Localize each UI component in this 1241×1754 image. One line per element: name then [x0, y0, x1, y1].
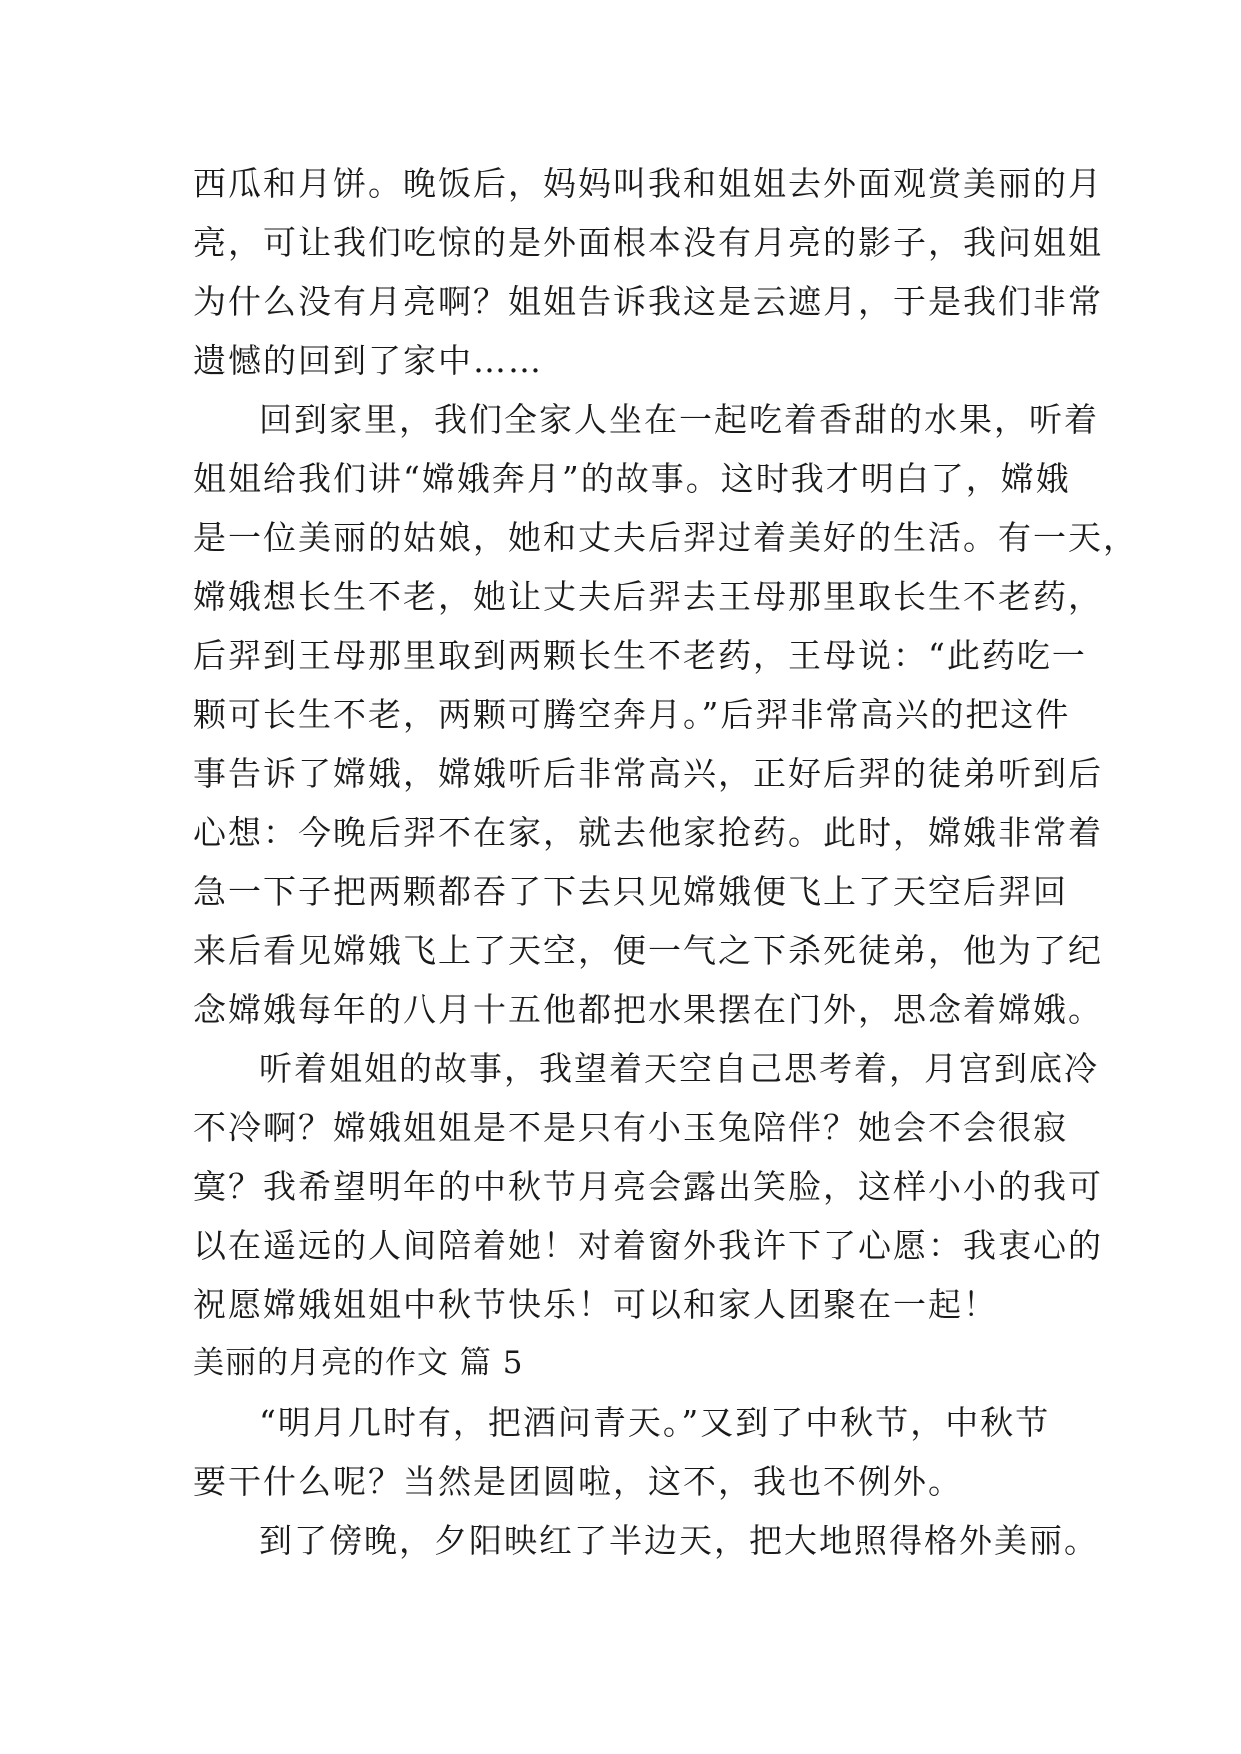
text-line: 不冷啊？嫦娥姐姐是不是只有小玉兔陪伴？她会不会很寂	[193, 1108, 1068, 1147]
text-line: 到了傍晚，夕阳映红了半边天，把大地照得格外美丽。	[259, 1521, 1099, 1560]
text-line: 急一下子把两颗都吞了下去只见嫦娥便飞上了天空后羿回	[193, 872, 1068, 911]
text-line: 后羿到王母那里取到两颗长生不老药，王母说：“此药吃一	[193, 636, 1087, 675]
text-line: 要干什么呢？当然是团圆啦，这不，我也不例外。	[193, 1462, 963, 1501]
text-line: 听着姐姐的故事，我望着天空自己思考着，月宫到底冷	[259, 1049, 1099, 1088]
text-line: 遗憾的回到了家中……	[193, 341, 543, 380]
section-heading: 美丽的月亮的作文 篇 5	[193, 1345, 524, 1381]
text-line: 嫦娥想长生不老，她让丈夫后羿去王母那里取长生不老药，	[193, 577, 1103, 616]
text-line: 来后看见嫦娥飞上了天空，便一气之下杀死徒弟，他为了纪	[193, 931, 1103, 970]
text-line: “明月几时有，把酒问青天。”又到了中秋节，中秋节	[259, 1403, 1051, 1442]
text-line: 祝愿嫦娥姐姐中秋节快乐！可以和家人团聚在一起！	[193, 1285, 998, 1324]
text-line: 事告诉了嫦娥，嫦娥听后非常高兴，正好后羿的徒弟听到后	[193, 754, 1103, 793]
text-line: 亮，可让我们吃惊的是外面根本没有月亮的影子，我问姐姐	[193, 223, 1103, 262]
text-line: 寞？我希望明年的中秋节月亮会露出笑脸，这样小小的我可	[193, 1167, 1103, 1206]
text-line: 为什么没有月亮啊？姐姐告诉我这是云遮月，于是我们非常	[193, 282, 1103, 321]
text-line: 是一位美丽的姑娘，她和丈夫后羿过着美好的生活。有一天，	[193, 518, 1138, 557]
document-body	[193, 154, 1138, 1570]
text-line: 回到家里，我们全家人坐在一起吃着香甜的水果，听着	[259, 400, 1099, 439]
text-line: 以在遥远的人间陪着她！对着窗外我许下了心愿：我衷心的	[193, 1226, 1103, 1265]
text-line: 颗可长生不老，两颗可腾空奔月。”后羿非常高兴的把这件	[193, 695, 1071, 734]
text-line: 念嫦娥每年的八月十五他都把水果摆在门外，思念着嫦娥。	[193, 990, 1103, 1029]
text-line: 姐姐给我们讲“嫦娥奔月”的故事。这时我才明白了，嫦娥	[193, 459, 1071, 498]
text-line: 心想：今晚后羿不在家，就去他家抢药。此时，嫦娥非常着	[193, 813, 1103, 852]
text-line: 西瓜和月饼。晚饭后，妈妈叫我和姐姐去外面观赏美丽的月	[193, 164, 1103, 203]
